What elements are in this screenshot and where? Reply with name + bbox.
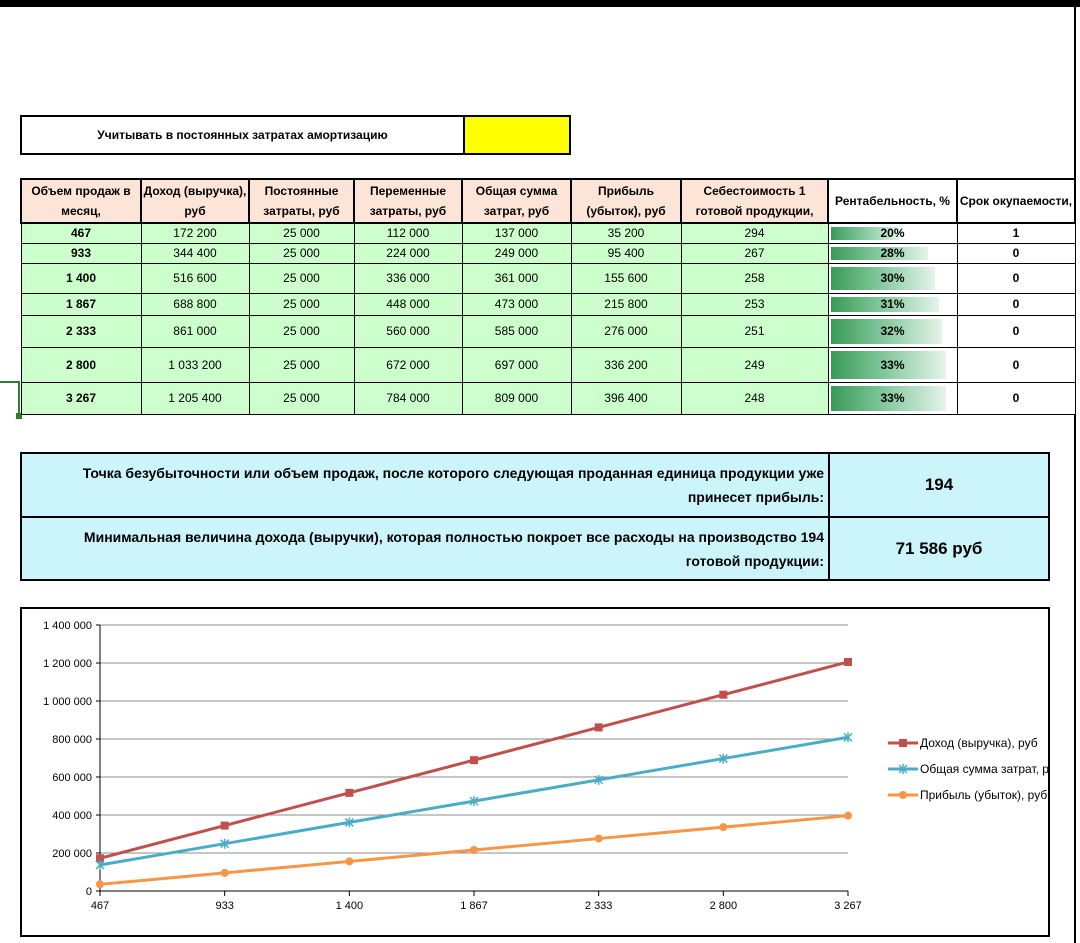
amortization-label: Учитывать в постоянных затратах амортизацию [22, 117, 465, 153]
cell-payback[interactable]: 0 [957, 315, 1075, 347]
y-tick-label: 1 200 000 [43, 658, 92, 670]
cell-revenue[interactable]: 1 205 400 [141, 382, 249, 414]
profitability-value: 33% [880, 357, 905, 372]
min-revenue-row [22, 518, 1048, 579]
x-tick-label: 1 867 [460, 900, 488, 912]
y-tick-label: 200 000 [52, 848, 92, 860]
cell-profitability[interactable] [828, 382, 957, 414]
cell-total-costs[interactable]: 697 000 [462, 347, 571, 382]
series-point [719, 691, 727, 699]
table-header-row [21, 179, 1075, 223]
col-profitability-header: Рентабельность, % [828, 179, 957, 223]
cell-payback[interactable]: 0 [957, 293, 1075, 315]
cell-profitability[interactable] [828, 315, 957, 347]
table-row [21, 293, 1075, 315]
x-tick-label: 1 400 [335, 900, 364, 912]
table-row [21, 223, 1075, 243]
series-point [595, 835, 603, 843]
col-unit-cost-header: Себестоимость 1 готовой продукции, [681, 179, 828, 223]
breakeven-point-value[interactable]: 194 [924, 475, 954, 494]
cell-fixed-costs[interactable]: 25 000 [249, 347, 354, 382]
min-revenue-label: Минимальная величина дохода (выручки), которая полностью покроет все расходы на производство 194 готовой продукции: [22, 518, 830, 579]
legend-label: Общая сумма затрат, руб [920, 762, 1048, 776]
right-edge [1074, 0, 1076, 943]
amortization-setting [20, 115, 571, 155]
cell-total-costs[interactable]: 809 000 [462, 382, 571, 414]
profitability-value: 32% [880, 324, 905, 338]
series-point [899, 791, 907, 799]
cell-revenue[interactable]: 516 600 [141, 263, 249, 293]
cell-revenue[interactable]: 1 033 200 [141, 347, 249, 382]
profitability-value: 20% [880, 226, 905, 241]
breakeven-point-label: Точка безубыточности или объем продаж, после которого следующая проданная единица продукции уже принесет прибыль: [22, 454, 830, 516]
y-tick-label: 1 000 000 [43, 696, 92, 708]
cell-profit[interactable]: 276 000 [571, 315, 681, 347]
col-total-costs-header: Общая сумма затрат, руб [462, 179, 571, 223]
cell-volume[interactable]: 1 867 [21, 293, 141, 315]
cell-variable-costs[interactable]: 112 000 [354, 223, 462, 243]
cell-unit-cost[interactable]: 294 [681, 223, 828, 243]
cell-unit-cost[interactable]: 258 [681, 263, 828, 293]
cell-volume[interactable]: 3 267 [21, 382, 141, 414]
cell-profit[interactable]: 396 400 [571, 382, 681, 414]
profitability-value: 30% [880, 271, 905, 285]
profitability-value: 33% [880, 391, 905, 405]
cell-variable-costs[interactable]: 672 000 [354, 347, 462, 382]
cell-volume[interactable]: 2 800 [21, 347, 141, 382]
series-point [345, 789, 353, 797]
cell-unit-cost[interactable]: 249 [681, 347, 828, 382]
series-point [470, 846, 478, 854]
chart-area[interactable] [20, 607, 1050, 937]
table-row [21, 315, 1075, 347]
cell-profitability[interactable] [828, 243, 957, 263]
cell-payback[interactable]: 0 [957, 382, 1075, 414]
cell-volume[interactable]: 467 [21, 223, 141, 243]
profitability-value: 28% [880, 246, 905, 260]
cell-payback[interactable]: 0 [957, 347, 1075, 382]
series-point [96, 880, 104, 888]
cell-revenue[interactable]: 344 400 [141, 243, 249, 263]
col-profit-header: Прибыль (убыток), руб [571, 179, 681, 223]
cell-revenue[interactable]: 688 800 [141, 293, 249, 315]
cell-selection-handle[interactable] [0, 381, 20, 416]
series-point [899, 739, 907, 747]
cell-profit[interactable]: 95 400 [571, 243, 681, 263]
cell-fixed-costs[interactable]: 25 000 [249, 293, 354, 315]
profitability-value: 31% [880, 297, 905, 311]
series-point [345, 857, 353, 865]
cell-revenue[interactable]: 861 000 [141, 315, 249, 347]
cell-total-costs[interactable]: 249 000 [462, 243, 571, 263]
cell-profit[interactable]: 35 200 [571, 223, 681, 243]
cell-unit-cost[interactable]: 248 [681, 382, 828, 414]
cell-fixed-costs[interactable]: 25 000 [249, 243, 354, 263]
line-chart [22, 609, 1048, 935]
cell-profit[interactable]: 155 600 [571, 263, 681, 293]
cell-volume[interactable]: 1 400 [21, 263, 141, 293]
series-point [595, 723, 603, 731]
series-point [221, 822, 229, 830]
table-row [21, 243, 1075, 263]
x-tick-label: 2 333 [584, 900, 613, 912]
cell-variable-costs[interactable]: 336 000 [354, 263, 462, 293]
cell-fixed-costs[interactable]: 25 000 [249, 315, 354, 347]
col-variable-costs-header: Переменные затраты, руб [354, 179, 462, 223]
x-tick-label: 3 267 [834, 900, 862, 912]
cell-total-costs[interactable]: 473 000 [462, 293, 571, 315]
cell-total-costs[interactable]: 585 000 [462, 315, 571, 347]
y-tick-label: 0 [85, 886, 92, 898]
table-row [21, 382, 1075, 414]
cell-volume[interactable]: 2 333 [21, 315, 141, 347]
legend-label: Прибыль (убыток), руб [920, 788, 1048, 802]
min-revenue-value[interactable]: 71 586 руб [895, 538, 983, 558]
cell-profitability[interactable] [828, 223, 957, 243]
cell-fixed-costs[interactable]: 25 000 [249, 382, 354, 414]
cell-volume[interactable]: 933 [21, 243, 141, 263]
y-tick-label: 1 400 000 [43, 620, 92, 632]
sales-table [20, 178, 1076, 415]
cell-profit[interactable]: 336 200 [571, 347, 681, 382]
cell-unit-cost[interactable]: 267 [681, 243, 828, 263]
cell-payback[interactable]: 1 [957, 223, 1075, 243]
cell-profitability[interactable] [828, 293, 957, 315]
top-edge [0, 0, 1080, 7]
breakeven-point-row [22, 454, 1048, 518]
cell-total-costs[interactable]: 361 000 [462, 263, 571, 293]
series-point [844, 812, 852, 820]
cell-profitability[interactable] [828, 263, 957, 293]
cell-unit-cost[interactable]: 251 [681, 315, 828, 347]
cell-total-costs[interactable]: 137 000 [462, 223, 571, 243]
cell-payback[interactable]: 0 [957, 263, 1075, 293]
col-volume-header: Объем продаж в месяц, [21, 179, 141, 223]
y-tick-label: 400 000 [52, 810, 92, 822]
col-fixed-costs-header: Постоянные затраты, руб [249, 179, 354, 223]
breakeven-box [20, 452, 1050, 581]
col-payback-header: Срок окупаемости, [957, 179, 1075, 223]
cell-revenue[interactable]: 172 200 [141, 223, 249, 243]
x-tick-label: 933 [215, 900, 234, 912]
y-tick-label: 800 000 [52, 734, 92, 746]
series-point [470, 756, 478, 764]
table-row [21, 347, 1075, 382]
cell-profit[interactable]: 215 800 [571, 293, 681, 315]
cell-variable-costs[interactable]: 560 000 [354, 315, 462, 347]
cell-unit-cost[interactable]: 253 [681, 293, 828, 315]
col-revenue-header: Доход (выручка), руб [141, 179, 249, 223]
cell-fixed-costs[interactable]: 25 000 [249, 263, 354, 293]
series-point [221, 869, 229, 877]
series-point [719, 823, 727, 831]
table-row [21, 263, 1075, 293]
cell-variable-costs[interactable]: 448 000 [354, 293, 462, 315]
cell-profitability[interactable] [828, 347, 957, 382]
cell-variable-costs[interactable]: 224 000 [354, 243, 462, 263]
y-tick-label: 600 000 [52, 772, 92, 784]
x-tick-label: 2 800 [709, 900, 738, 912]
series-point [844, 658, 852, 666]
cell-payback[interactable]: 0 [957, 243, 1075, 263]
legend-label: Доход (выручка), руб [920, 736, 1038, 750]
cell-fixed-costs[interactable]: 25 000 [249, 223, 354, 243]
cell-variable-costs[interactable]: 784 000 [354, 382, 462, 414]
amortization-input-cell[interactable] [465, 117, 569, 153]
x-tick-label: 467 [90, 900, 110, 912]
